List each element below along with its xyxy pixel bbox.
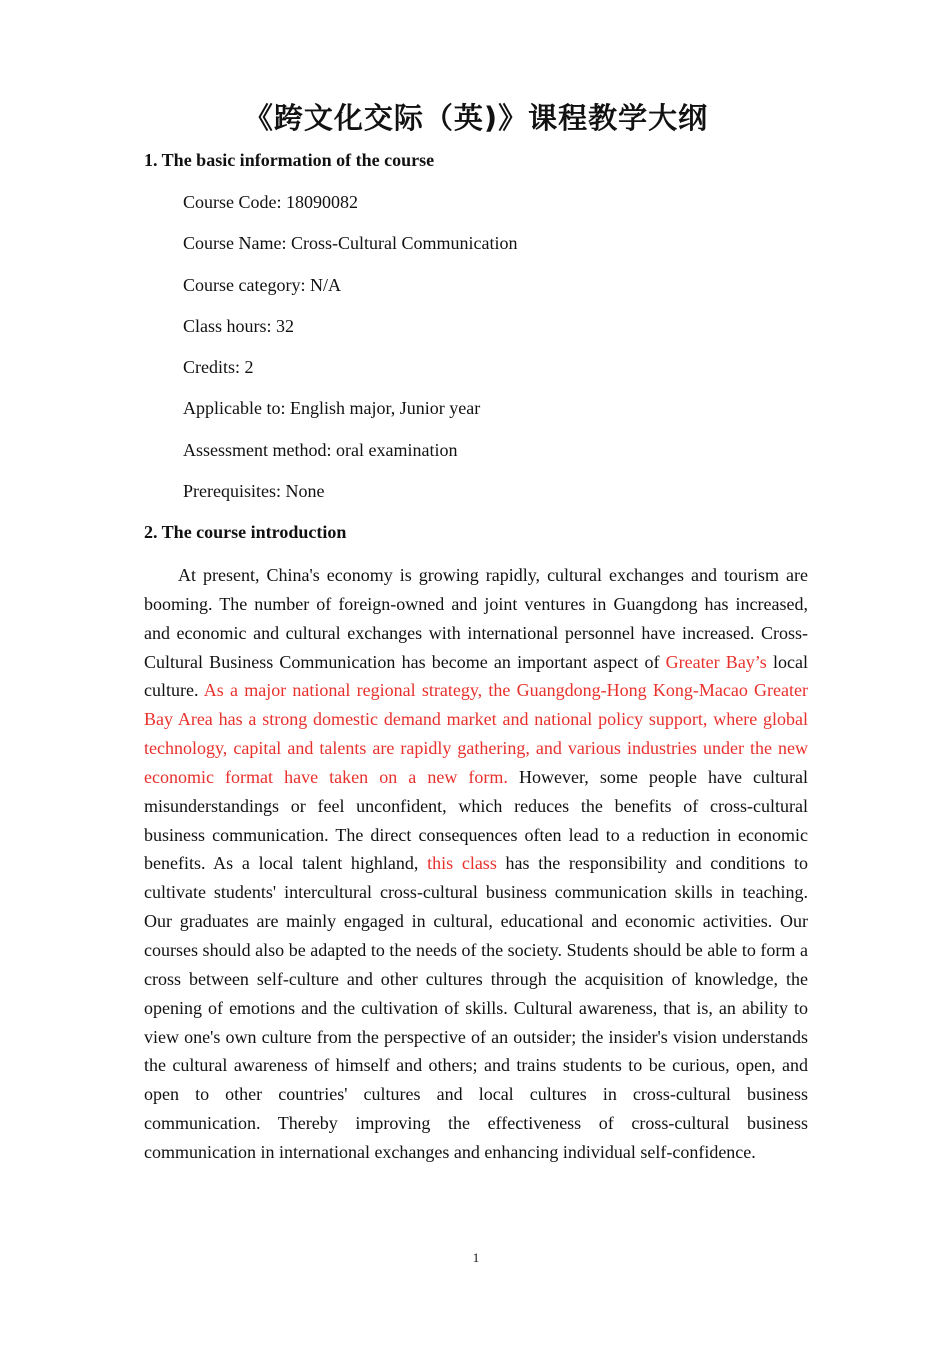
page-number: 1 (472, 1250, 480, 1265)
credits: Credits: 2 (183, 357, 254, 378)
section-heading-introduction: 2. The course introduction (144, 522, 347, 542)
prerequisites: Prerequisites: None (183, 481, 325, 502)
course-code: Course Code: 18090082 (183, 192, 358, 212)
course-info-list (183, 190, 517, 520)
intro-text: However, some people have cultural misunderstandings or feel unconfident, which reduces the benefits of cross-cultural business communication. The direct consequences often lead to a reduction in economic benefits. As a local talent highland, (144, 766, 808, 874)
document-title: 《跨文化交际（英)》课程教学大纲 (243, 101, 709, 135)
intro-highlight-greater-bay: Greater Bay’s (665, 651, 767, 672)
intro-highlight-this-class: this class (427, 853, 497, 874)
intro-text: has the responsibility and conditions to cultivate students' intercultural cross-cultural business communication skills in teaching. Our graduates are mainly engaged in cultural, educational and economic activities. Our courses should also be adapted to the needs of the society. Students should be able to form a cross between self-culture and other cultures through the acquisition of knowledge, the opening of emotions and the cultivation of skills. Cultural awareness, that is, an ability to view one's own culture from the perspective of an outsider; the insider's vision understands the cultural awareness of himself and others; and trains students to be curious, open, and open to other countries' cultures and local cultures in cross-cultural business communication. Thereby improving the effectiveness of cross-cultural business communication in international exchanges and enhancing individual self-confidence. (144, 853, 808, 1162)
intro-text: At present, China's economy is growing rapidly, cultural exchanges and tourism are booming. The number of foreign-owned and joint ventures in Guangdong has increased, and economic and cultural exchanges with international personnel have increased. Cross-Cultural Business Communication has become an important aspect of (144, 565, 808, 672)
class-hours: Class hours: 32 (183, 315, 295, 336)
intro-highlight-strategy: As a major national regional strategy, the Guangdong-Hong Kong-Macao Greater Bay Area has a strong domestic demand market and national policy support, where global technology, capital and talents are rapidly gathering, and various industries under the new economic format have taken on a new form. (144, 680, 809, 787)
course-introduction-paragraph (144, 561, 808, 1167)
intro-text: local culture. (144, 651, 808, 701)
section-heading-basic-info: 1. The basic information of the course (144, 150, 435, 170)
course-category: Course category: N/A (183, 274, 341, 295)
applicable-to: Applicable to: English major, Junior year (183, 398, 481, 419)
course-name: Course Name: Cross-Cultural Communication (183, 233, 518, 254)
assessment-method: Assessment method: oral examination (183, 439, 458, 460)
